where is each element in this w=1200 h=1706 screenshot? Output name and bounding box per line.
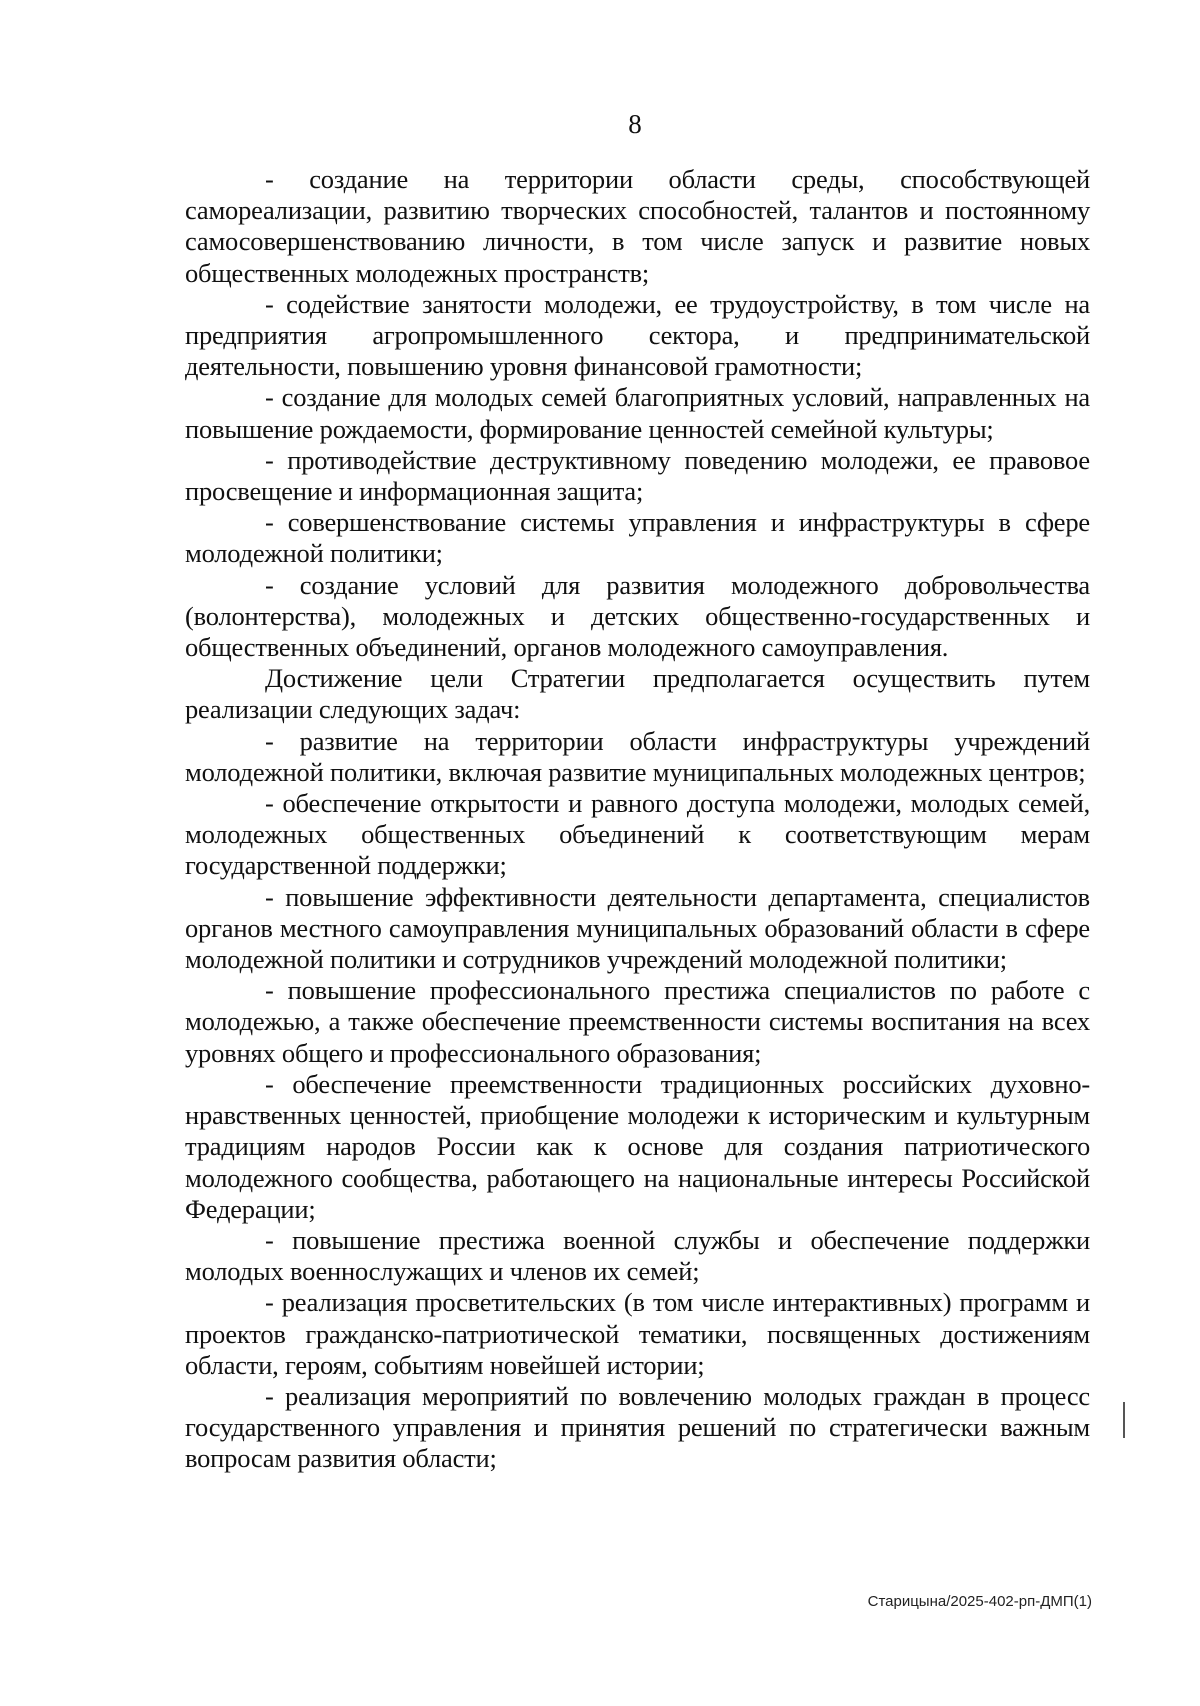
paragraph: - создание для молодых семей благоприятных условий, направленных на повышение рождаемости, формирование ценностей семейной культуры; [185,382,1090,444]
paragraph: - совершенствование системы управления и инфраструктуры в сфере молодежной политики; [185,507,1090,569]
paragraph: - реализация просветительских (в том числе интерактивных) программ и проектов гражданско-патриотической тематики, посвященных достижениям области, героям, событиям новейшей истории; [185,1287,1090,1380]
paragraph: Достижение цели Стратегии предполагается осуществить путем реализации следующих задач: [185,663,1090,725]
paragraph: - обеспечение открытости и равного доступа молодежи, молодых семей, молодежных общественных объединений к соответствующим мерам государственной поддержки; [185,788,1090,881]
paragraph: - реализация мероприятий по вовлечению молодых граждан в процесс государственного управления и принятия решений по стратегически важным вопросам развития области; [185,1380,1090,1474]
scan-artifact-line [1123,1402,1125,1438]
paragraph: - повышение эффективности деятельности департамента, специалистов органов местного самоуправления муниципальных образований области в сфере молодежной политики и сотрудников учреждений молодежной политики; [185,881,1090,975]
document-body [185,164,1090,1475]
paragraph: - создание условий для развития молодежного добровольчества (волонтерства), молодежных и детских общественно-государственных и общественных объединений, органов молодежного самоуправления. [185,569,1090,663]
paragraph: - создание на территории области среды, способствующей самореализации, развитию творческих способностей, талантов и постоянному самосовершенствованию личности, в том числе запуск и развитие новых общественных молодежных пространств; [185,164,1090,288]
paragraph: - обеспечение преемственности традиционных российских духовно-нравственных ценностей, приобщение молодежи к историческим и культурным традициям народов России как к основе для создания патриотического молодежного сообщества, работающего на национальные интересы Российской Федерации; [185,1068,1090,1224]
paragraph: - развитие на территории области инфраструктуры учреждений молодежной политики, включая развитие муниципальных молодежных центров; [185,725,1090,787]
paragraph: - повышение профессионального престижа специалистов по работе с молодежью, а также обеспечение преемственности системы воспитания на всех уровнях общего и профессионального образования; [185,975,1090,1068]
page-number: 8 [628,109,642,139]
paragraph: - повышение престижа военной службы и обеспечение поддержки молодых военнослужащих и членов их семей; [185,1224,1090,1287]
paragraph: - содействие занятости молодежи, ее трудоустройству, в том числе на предприятия агропромышленного сектора, и предпринимательской деятельности, повышению уровня финансовой грамотности; [185,288,1090,382]
paragraph: - противодействие деструктивному поведению молодежи, ее правовое просвещение и информационная защита; [185,444,1090,507]
document-code-footer: Старицына/2025-402-рп-ДМП(1) [867,1593,1092,1610]
